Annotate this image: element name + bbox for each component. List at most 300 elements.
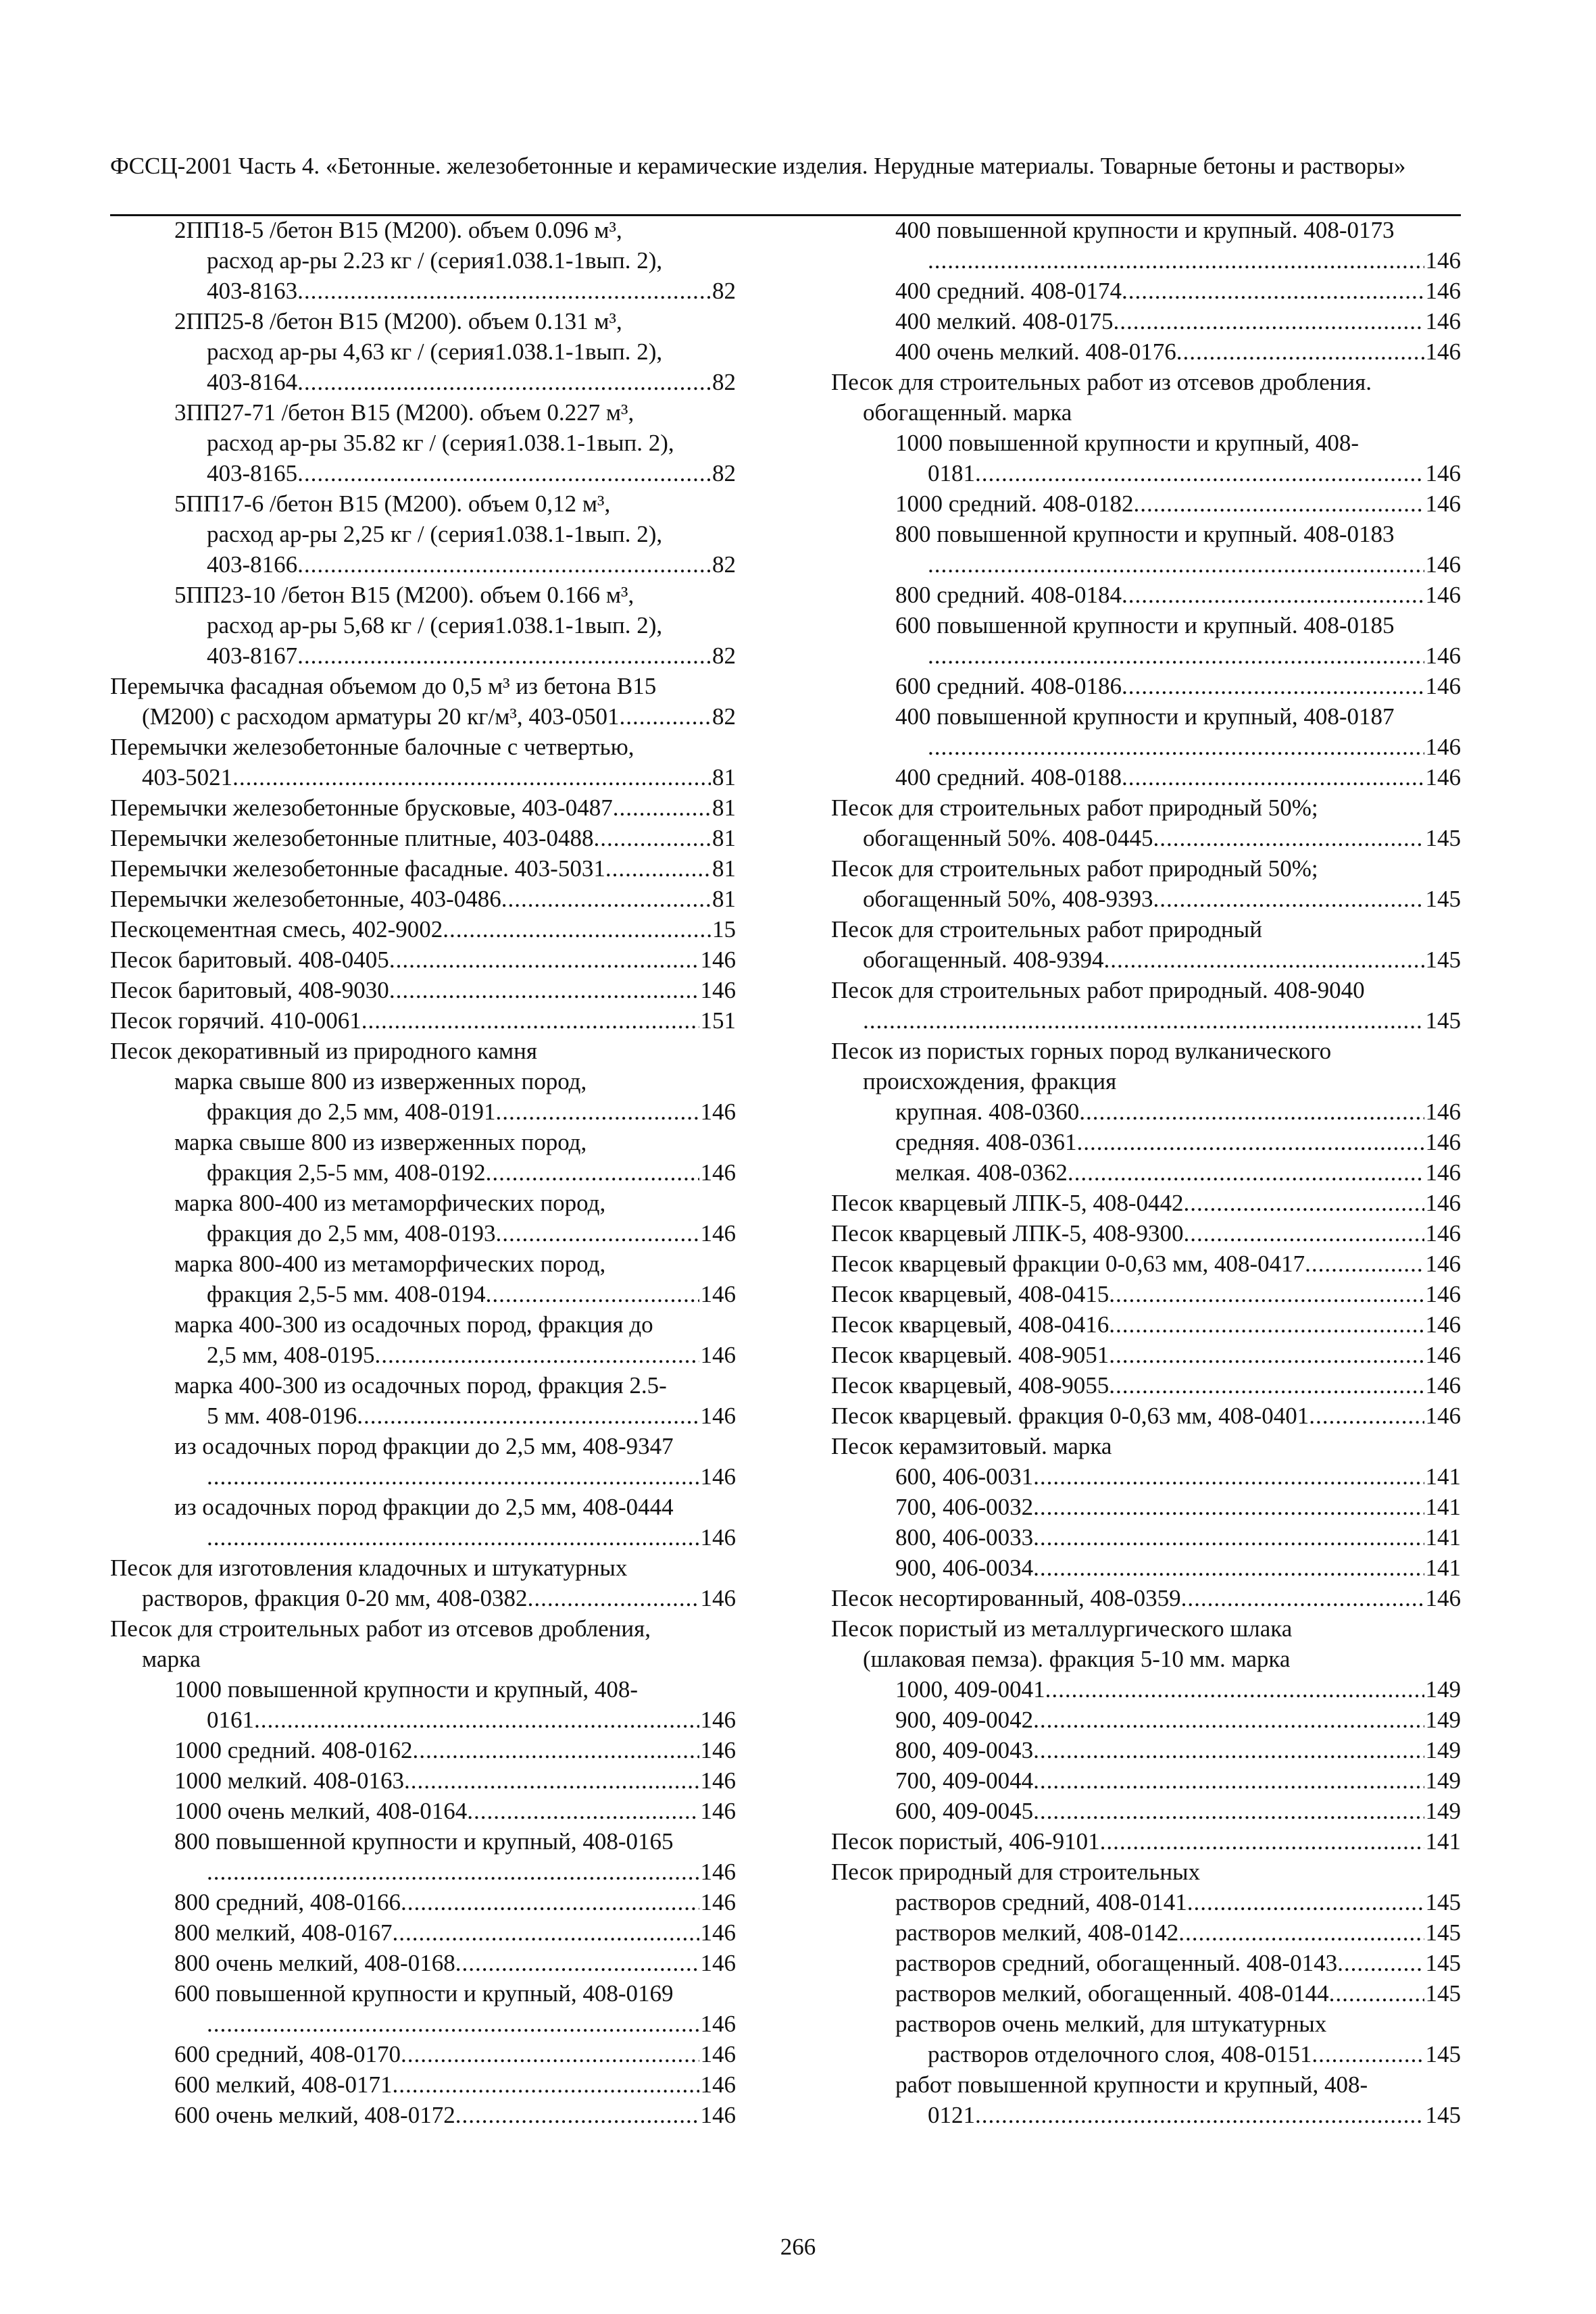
index-entry <box>831 1188 1461 1218</box>
leader-row <box>174 1735 736 1765</box>
index-entry <box>110 1309 736 1340</box>
leader-dots <box>496 1097 699 1127</box>
index-entry <box>831 1522 1461 1553</box>
leader-row <box>110 823 736 853</box>
index-entry <box>110 549 736 580</box>
index-entry <box>110 1370 736 1401</box>
leader-dots <box>1109 1370 1424 1401</box>
entry-page: 145 <box>1425 2102 1461 2128</box>
index-entry <box>831 1644 1461 1674</box>
entry-page: 145 <box>1425 825 1461 851</box>
index-entry <box>110 793 736 823</box>
leader-row <box>174 1765 736 1796</box>
leader-row <box>207 1857 736 1887</box>
entry-text: 1000 очень мелкий, 408-0164 <box>174 1798 468 1824</box>
entry-text: 2,5 мм, 408-0195 <box>207 1342 375 1368</box>
entry-page: 141 <box>1425 1494 1461 1520</box>
leader-row <box>174 2039 736 2069</box>
entry-page: 149 <box>1425 1798 1461 1824</box>
entry-page: 146 <box>1425 1129 1461 1155</box>
entry-text: растворов отделочного слоя, 408-0151 <box>928 2041 1312 2067</box>
entry-page: 146 <box>1425 551 1461 578</box>
entry-page: 146 <box>700 1707 736 1733</box>
entry-page: 146 <box>1425 460 1461 486</box>
index-entry <box>110 1917 736 1948</box>
leader-dots <box>1309 1401 1424 1431</box>
entry-page: 146 <box>700 1099 736 1125</box>
leader-row <box>895 1705 1461 1735</box>
entry-text: 600 средний. 408-0186 <box>895 673 1122 699</box>
entry-text: мелкая. 408-0362 <box>895 1159 1068 1186</box>
leader-row <box>895 1917 1461 1948</box>
index-entry <box>110 245 736 276</box>
entry-page: 146 <box>1425 1342 1461 1368</box>
leader-row <box>928 2039 1461 2069</box>
entry-page: 146 <box>1425 1585 1461 1611</box>
leader-dots <box>605 853 711 884</box>
entry-page: 146 <box>700 1889 736 1915</box>
index-entry <box>110 1492 736 1522</box>
leader-dots <box>297 640 711 671</box>
entry-text: 800 средний. 408-0184 <box>895 582 1122 608</box>
entry-text: 900, 409-0042 <box>895 1707 1034 1733</box>
leader-dots <box>393 1917 699 1948</box>
index-entry <box>831 1097 1461 1127</box>
entry-text: 403-8164 <box>207 369 298 395</box>
leader-row <box>207 367 736 397</box>
entry-page: 81 <box>712 886 736 912</box>
index-entry <box>831 1249 1461 1279</box>
entry-text: расход ар-ры 35.82 кг / (серия1.038.1-1вып. 2), <box>207 430 674 456</box>
entry-page: 82 <box>712 643 736 669</box>
entry-page: 82 <box>712 460 736 486</box>
index-entry <box>110 1583 736 1613</box>
leader-dots <box>1122 276 1424 306</box>
leader-row <box>207 2009 736 2039</box>
leader-row <box>863 823 1461 853</box>
entry-page: 15 <box>712 916 736 942</box>
leader-row <box>831 1249 1461 1279</box>
entry-text: 800 очень мелкий, 408-0168 <box>174 1950 455 1976</box>
leader-row <box>831 1188 1461 1218</box>
leader-dots <box>594 823 711 853</box>
entry-text: Песок для строительных работ природный 50%; <box>831 795 1318 821</box>
leader-dots <box>528 1583 699 1613</box>
leader-dots <box>1033 1705 1424 1735</box>
index-entry <box>110 640 736 671</box>
leader-dots <box>1305 1249 1424 1279</box>
leader-dots <box>1100 1826 1424 1857</box>
entry-page: 146 <box>700 1950 736 1976</box>
index-entry <box>110 884 736 914</box>
entry-text: Песок для строительных работ из отсевов дробления. <box>831 369 1372 395</box>
entry-text: 800, 406-0033 <box>895 1524 1034 1551</box>
entry-text: растворов мелкий, обогащенный. 408-0144 <box>895 1980 1329 2007</box>
index-entry <box>110 1157 736 1188</box>
leader-dots <box>1178 1917 1424 1948</box>
leader-row <box>831 1583 1461 1613</box>
entry-page: 145 <box>1425 1007 1461 1034</box>
index-entry <box>831 823 1461 853</box>
leader-row <box>174 1796 736 1826</box>
entry-page: 141 <box>1425 1828 1461 1855</box>
leader-row <box>207 1705 736 1735</box>
leader-row <box>174 2100 736 2130</box>
leader-row <box>928 640 1461 671</box>
index-entry <box>110 1401 736 1431</box>
index-entry <box>831 1917 1461 1948</box>
page-header: ФССЦ-2001 Часть 4. «Бетонные. железобетонные и керамические изделия. Нерудные материалы. Товарные бетоны и растворы» <box>110 153 1406 179</box>
entry-text: 800 повышенной крупности и крупный. 408-0183 <box>895 521 1395 547</box>
entry-text: расход ар-ры 4,63 кг / (серия1.038.1-1вып. 2), <box>207 338 663 365</box>
entry-text: расход ар-ры 5,68 кг / (серия1.038.1-1вып. 2), <box>207 612 663 638</box>
leader-dots <box>1045 1674 1424 1705</box>
entry-page: 151 <box>700 1007 736 1034</box>
index-entry <box>831 1826 1461 1857</box>
entry-text: 400 средний. 408-0188 <box>895 764 1122 790</box>
index-entry <box>110 1097 736 1127</box>
leader-dots <box>1109 1279 1424 1309</box>
leader-dots <box>389 975 699 1005</box>
entry-page: 146 <box>1425 1220 1461 1247</box>
leader-dots <box>1122 671 1424 701</box>
entry-text: 5ПП17-6 /бетон В15 (М200). объем 0,12 м³, <box>174 491 611 517</box>
index-entry <box>831 1340 1461 1370</box>
leader-row <box>895 336 1461 367</box>
entry-text: обогащенный. марка <box>863 399 1072 426</box>
entry-page: 81 <box>712 825 736 851</box>
entry-text: 600 повышенной крупности и крупный. 408-0185 <box>895 612 1395 638</box>
entry-text: Пескоцементная смесь, 402-9002 <box>110 916 443 942</box>
leader-row <box>895 1097 1461 1127</box>
entry-page: 145 <box>1425 1980 1461 2007</box>
entry-text: Песок кварцевый ЛПК-5, 408-0442 <box>831 1190 1184 1216</box>
entry-page: 146 <box>700 2102 736 2128</box>
leader-row <box>142 701 736 732</box>
entry-page: 146 <box>1425 1372 1461 1399</box>
entry-text: Песок керамзитовый. марка <box>831 1433 1112 1459</box>
entry-text: марка 800-400 из метаморфических пород, <box>174 1251 606 1277</box>
leader-dots <box>357 1401 699 1431</box>
entry-page: 146 <box>700 2041 736 2067</box>
leader-row <box>895 1461 1461 1492</box>
entry-text: 1000 средний. 408-0182 <box>895 491 1134 517</box>
entry-text: 700, 406-0032 <box>895 1494 1034 1520</box>
entry-text: Перемычки железобетонные фасадные. 403-5031 <box>110 855 605 882</box>
entry-text: Песок несортированный, 408-0359 <box>831 1585 1181 1611</box>
leader-dots <box>1077 1127 1424 1157</box>
leader-dots <box>254 1705 699 1735</box>
leader-row <box>110 793 736 823</box>
entry-text: крупная. 408-0360 <box>895 1099 1080 1125</box>
index-entry <box>110 1127 736 1157</box>
leader-row <box>928 732 1461 762</box>
leader-dots <box>1033 1735 1424 1765</box>
entry-page: 146 <box>1425 1190 1461 1216</box>
entry-text: растворов мелкий, 408-0142 <box>895 1919 1179 1946</box>
leader-row <box>928 549 1461 580</box>
entry-text: 403-8163 <box>207 278 298 304</box>
index-entry <box>110 975 736 1005</box>
index-entry <box>831 1461 1461 1492</box>
entry-page: 149 <box>1425 1676 1461 1703</box>
leader-dots <box>620 701 711 732</box>
entry-page: 146 <box>1425 643 1461 669</box>
entry-text: фракция до 2,5 мм, 408-0193 <box>207 1220 496 1247</box>
entry-text: 1000 повышенной крупности и крупный, 408- <box>895 430 1360 456</box>
entry-page: 146 <box>700 1585 736 1611</box>
index-entry <box>831 945 1461 975</box>
entry-text: 400 средний. 408-0174 <box>895 278 1122 304</box>
index-entry <box>831 1948 1461 1978</box>
leader-dots <box>467 1796 699 1826</box>
entry-page: 82 <box>712 703 736 730</box>
index-entry <box>831 1735 1461 1765</box>
index-entry <box>110 1978 736 2009</box>
entry-page: 82 <box>712 278 736 304</box>
index-entry <box>110 1796 736 1826</box>
index-entry <box>110 1553 736 1583</box>
index-entry <box>831 793 1461 823</box>
leader-row <box>895 1887 1461 1917</box>
index-entry <box>831 276 1461 306</box>
entry-page: 146 <box>700 1859 736 1885</box>
entry-page: 146 <box>700 947 736 973</box>
index-entry <box>110 762 736 793</box>
leader-row <box>174 1887 736 1917</box>
leader-dots <box>393 2069 699 2100</box>
page-number: 266 <box>780 2234 816 2260</box>
index-entry <box>110 2009 736 2039</box>
entry-text: 800, 409-0043 <box>895 1737 1034 1763</box>
index-entry <box>831 367 1461 397</box>
leader-dots <box>1184 1218 1424 1249</box>
index-entry <box>110 367 736 397</box>
index-entry <box>831 336 1461 367</box>
index-entry <box>110 701 736 732</box>
entry-text: 0121 <box>928 2102 975 2128</box>
entry-text: Песок кварцевый, 408-0415 <box>831 1281 1109 1307</box>
index-entry <box>110 1188 736 1218</box>
leader-row <box>207 458 736 488</box>
leader-row <box>863 945 1461 975</box>
entry-text: марка 800-400 из метаморфических пород, <box>174 1190 606 1216</box>
index-entry <box>831 1431 1461 1461</box>
leader-dots <box>207 1522 699 1553</box>
index-entry <box>831 671 1461 701</box>
leader-row <box>174 1917 736 1948</box>
leader-row <box>895 1765 1461 1796</box>
entry-text: 600 очень мелкий, 408-0172 <box>174 2102 455 2128</box>
entry-text: Песок для изготовления кладочных и штукатурных <box>110 1555 628 1581</box>
index-entry <box>831 1765 1461 1796</box>
entry-page: 146 <box>700 1281 736 1307</box>
leader-dots <box>361 1005 699 1036</box>
entry-text: из осадочных пород фракции до 2,5 мм, 408-0444 <box>174 1494 674 1520</box>
leader-row <box>142 1583 736 1613</box>
index-entry <box>110 1735 736 1765</box>
leader-dots <box>297 549 711 580</box>
entry-text: (М200) с расходом арматуры 20 кг/м³, 403-0501 <box>142 703 620 730</box>
leader-dots <box>374 1340 699 1370</box>
index-entry <box>831 762 1461 793</box>
leader-dots <box>1033 1492 1424 1522</box>
index-entry <box>831 458 1461 488</box>
leader-dots <box>401 1887 699 1917</box>
leader-row <box>174 2069 736 2100</box>
entry-text: марка <box>142 1646 201 1672</box>
index-entry <box>110 1948 736 1978</box>
entry-text: 3ПП27-71 /бетон В15 (М200). объем 0.227 м³, <box>174 399 634 426</box>
entry-text: Песок для строительных работ природный <box>831 916 1262 942</box>
leader-dots <box>1122 580 1424 610</box>
leader-row <box>895 1948 1461 1978</box>
entry-text: марка 400-300 из осадочных пород, фракция до <box>174 1311 653 1338</box>
index-entry <box>110 914 736 945</box>
index-entry <box>110 1066 736 1097</box>
index-entry <box>831 519 1461 549</box>
leader-dots <box>1109 1309 1424 1340</box>
index-entry <box>831 2039 1461 2069</box>
leader-dots <box>1114 306 1424 336</box>
entry-text: растворов, фракция 0-20 мм, 408-0382 <box>142 1585 528 1611</box>
entry-text: расход ар-ры 2.23 кг / (серия1.038.1-1вып. 2), <box>207 247 663 274</box>
entry-text: 1000 повышенной крупности и крупный, 408- <box>174 1676 639 1703</box>
index-entry <box>110 1765 736 1796</box>
entry-page: 141 <box>1425 1555 1461 1581</box>
entry-text: Песок баритовый, 408-9030 <box>110 977 389 1003</box>
leader-dots <box>928 549 1424 580</box>
index-entry <box>831 1492 1461 1522</box>
leader-row <box>207 1522 736 1553</box>
leader-row <box>831 1826 1461 1857</box>
entry-text: 0161 <box>207 1707 254 1733</box>
leader-row <box>207 549 736 580</box>
entry-page: 146 <box>1425 1281 1461 1307</box>
index-entry <box>831 1218 1461 1249</box>
entry-text: Песок баритовый. 408-0405 <box>110 947 389 973</box>
index-entry <box>831 2069 1461 2100</box>
entry-text: Песок кварцевый. фракция 0-0,63 мм, 408-0401 <box>831 1403 1310 1429</box>
index-entry <box>831 732 1461 762</box>
index-entry <box>110 1340 736 1370</box>
index-entry <box>831 853 1461 884</box>
entry-text: 700, 409-0044 <box>895 1767 1034 1794</box>
leader-row <box>895 1157 1461 1188</box>
leader-dots <box>1068 1157 1424 1188</box>
index-entry <box>110 1218 736 1249</box>
entry-page: 146 <box>1425 582 1461 608</box>
entry-page: 81 <box>712 764 736 790</box>
index-entry <box>110 458 736 488</box>
index-entry <box>110 671 736 701</box>
entry-page: 146 <box>1425 308 1461 334</box>
entry-text: обогащенный 50%, 408-9393 <box>863 886 1153 912</box>
index-entry <box>110 853 736 884</box>
entry-page: 146 <box>700 977 736 1003</box>
index-entry <box>110 823 736 853</box>
index-entry <box>831 1279 1461 1309</box>
entry-page: 145 <box>1425 886 1461 912</box>
entry-page: 146 <box>1425 1099 1461 1125</box>
index-entry <box>110 428 736 458</box>
leader-row <box>928 2100 1461 2130</box>
entry-text: Песок горячий. 410-0061 <box>110 1007 361 1034</box>
index-entry <box>110 397 736 428</box>
leader-row <box>207 1401 736 1431</box>
leader-row <box>895 1492 1461 1522</box>
index-entry <box>110 1705 736 1735</box>
index-entry <box>831 2100 1461 2130</box>
leader-row <box>110 1005 736 1036</box>
leader-dots <box>1033 1522 1424 1553</box>
entry-page: 146 <box>1425 1403 1461 1429</box>
entry-page: 149 <box>1425 1767 1461 1794</box>
index-entry <box>831 1309 1461 1340</box>
entry-text: 1000 мелкий. 408-0163 <box>174 1767 405 1794</box>
leader-dots <box>207 2009 699 2039</box>
entry-text: марка свыше 800 из изверженных пород, <box>174 1068 587 1095</box>
index-entry <box>110 276 736 306</box>
entry-text: из осадочных пород фракции до 2,5 мм, 408-9347 <box>174 1433 674 1459</box>
leader-dots <box>232 762 711 793</box>
entry-text: 900, 406-0034 <box>895 1555 1034 1581</box>
index-entry <box>831 610 1461 640</box>
entry-text: Перемычки железобетонные, 403-0486 <box>110 886 501 912</box>
leader-dots <box>207 1461 699 1492</box>
leader-dots <box>1104 945 1424 975</box>
entry-text: фракция 2,5-5 мм. 408-0194 <box>207 1281 486 1307</box>
entry-page: 146 <box>1425 673 1461 699</box>
leader-dots <box>1033 1796 1424 1826</box>
leader-row <box>895 1553 1461 1583</box>
leader-row <box>110 884 736 914</box>
index-entry <box>831 1127 1461 1157</box>
leader-dots <box>1184 1188 1424 1218</box>
leader-row <box>831 1279 1461 1309</box>
index-entry <box>110 1644 736 1674</box>
leader-dots <box>297 276 711 306</box>
index-entry <box>831 1066 1461 1097</box>
entry-text: растворов средний, 408-0141 <box>895 1889 1187 1915</box>
leader-dots <box>486 1157 699 1188</box>
leader-row <box>895 580 1461 610</box>
leader-dots <box>1187 1887 1424 1917</box>
entry-text: Песок для строительных работ природный. 408-9040 <box>831 977 1365 1003</box>
leader-row <box>895 306 1461 336</box>
index-entry <box>831 640 1461 671</box>
entry-text: Песок для строительных работ природный 50%; <box>831 855 1318 882</box>
index-entry <box>831 2009 1461 2039</box>
leader-row <box>207 1097 736 1127</box>
entry-page: 145 <box>1425 947 1461 973</box>
entry-page: 146 <box>700 1159 736 1186</box>
leader-row <box>831 1370 1461 1401</box>
entry-text: 400 повышенной крупности и крупный, 408-0187 <box>895 703 1395 730</box>
leader-row <box>207 1157 736 1188</box>
entry-text: 5 мм. 408-0196 <box>207 1403 357 1429</box>
entry-page: 146 <box>1425 1311 1461 1338</box>
index-entry <box>110 1431 736 1461</box>
entry-text: 0181 <box>928 460 975 486</box>
entry-text: Песок кварцевый фракции 0-0,63 мм, 408-0417 <box>831 1251 1305 1277</box>
index-entry <box>110 488 736 519</box>
leader-row <box>895 762 1461 793</box>
entry-text: фракция 2,5-5 мм, 408-0192 <box>207 1159 486 1186</box>
leader-row <box>895 488 1461 519</box>
index-entry <box>831 1978 1461 2009</box>
entry-page: 146 <box>700 2071 736 2098</box>
